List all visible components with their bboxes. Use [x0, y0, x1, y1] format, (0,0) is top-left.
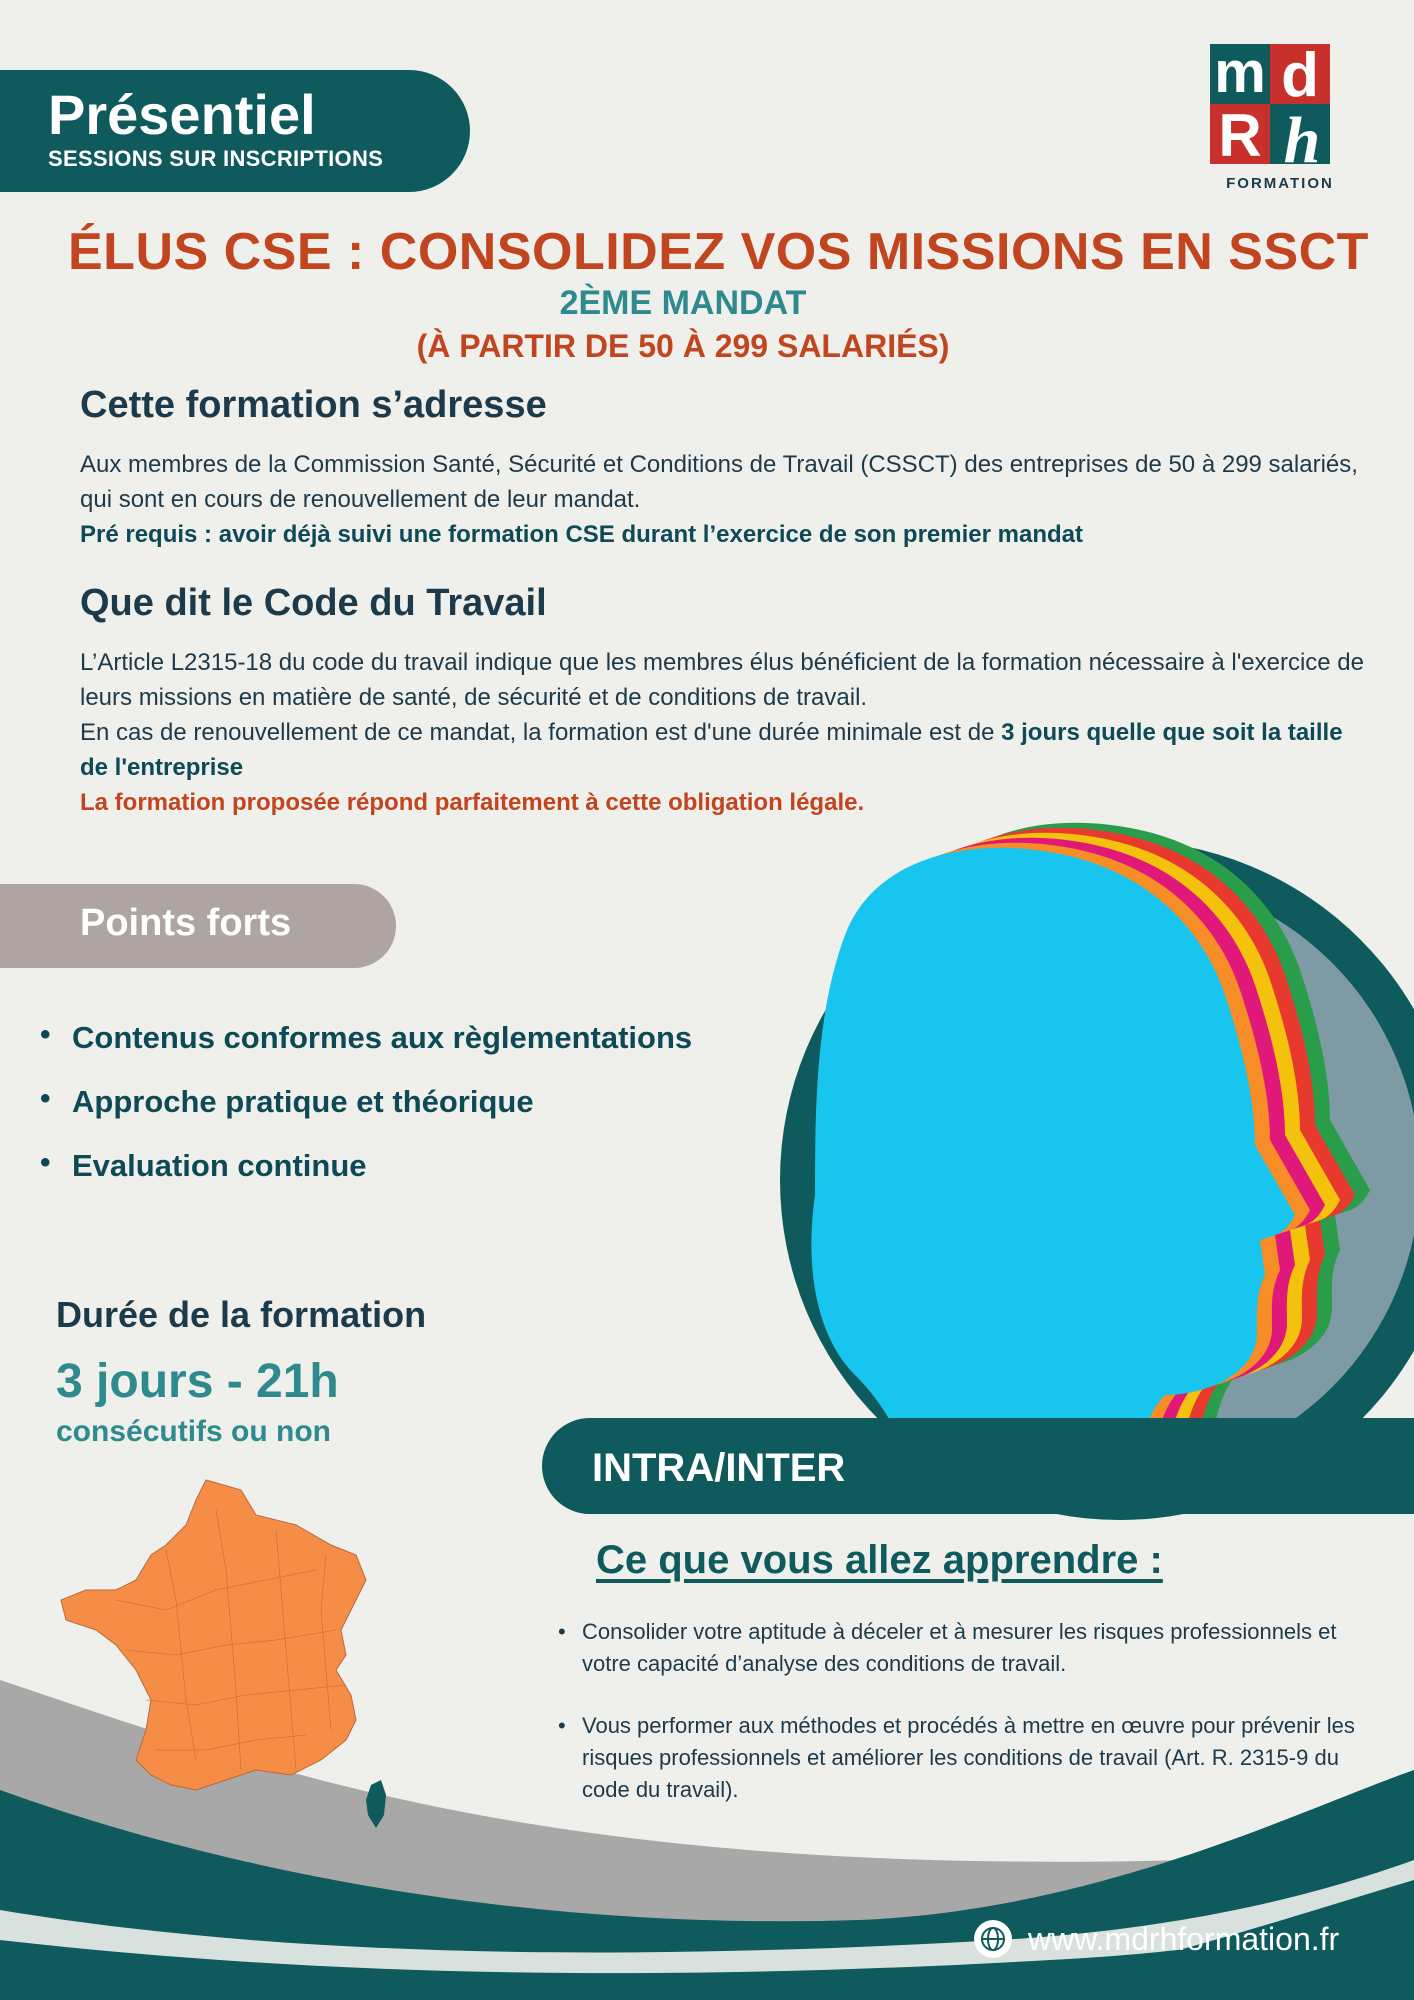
learn-list: [558, 1616, 1388, 1836]
list-item: • Contenus conformes aux règlementations: [40, 1020, 692, 1056]
svg-text:d: d: [1281, 41, 1319, 110]
prerequisite-text: Pré requis : avoir déjà suivi une formation CSE durant l’exercice de son premier mandat: [80, 521, 1083, 548]
mandat-subtitle: 2ÈME MANDAT: [559, 284, 807, 322]
audience-section: [80, 384, 1370, 552]
website-link[interactable]: [974, 1920, 1339, 1958]
duree-heading: Durée de la formation: [56, 1294, 427, 1335]
points-forts-list: [40, 1020, 692, 1212]
logo-caption: FORMATION: [1226, 175, 1334, 192]
globe-icon: [974, 1920, 1012, 1958]
audience-text: Aux membres de la Commission Santé, Sécurité et Conditions de Travail (CSSCT) des entreprises de 50 à 299 salariés, qui sont en cours de renouvellement de leur mandat.: [80, 451, 1358, 513]
list-item: • Consolider votre aptitude à déceler et à mesurer les risques professionnels et votre capacité d’analyse des conditions de travail.: [558, 1616, 1388, 1680]
list-item: • Vous performer aux méthodes et procédés à mettre en œuvre pour prévenir les risques professionnels et améliorer les conditions de travail (Art. R. 2315-9 du code du travail).: [558, 1710, 1388, 1806]
code-heading: Que dit le Code du Travail: [80, 582, 547, 624]
salaries-subtitle: (À PARTIR DE 50 À 299 SALARIÉS): [416, 328, 950, 364]
badge-subtitle: SESSIONS SUR INSCRIPTIONS: [48, 146, 384, 171]
points-forts-label: Points forts: [80, 902, 292, 944]
points-forts-pill: [0, 884, 396, 968]
page-title: ÉLUS CSE : CONSOLIDEZ VOS MISSIONS EN SSCT: [68, 223, 1369, 281]
code-section: [80, 582, 1370, 820]
obligation-text: La formation proposée répond parfaitement à cette obligation légale.: [80, 789, 865, 816]
france-map: [56, 1470, 406, 1830]
duree-sub: consécutifs ou non: [56, 1415, 332, 1448]
svg-text:h: h: [1283, 104, 1321, 177]
code-text-2-start: En cas de renouvellement de ce mandat, la formation est d'une durée minimale est de: [80, 719, 1002, 746]
code-text-2-bold: 3 jours quelle que soit la taille de l'entreprise: [80, 719, 1343, 781]
mdrh-logo: [1200, 34, 1350, 194]
audience-heading: Cette formation s’adresse: [80, 384, 547, 426]
code-text-2: [80, 715, 1370, 785]
duree-block: [56, 1294, 426, 1449]
presentiel-badge: [0, 70, 470, 192]
badge-title: Présentiel: [48, 83, 316, 146]
learn-heading: Ce que vous allez apprendre :: [596, 1538, 1163, 1582]
svg-text:R: R: [1218, 102, 1262, 169]
list-item: • Evaluation continue: [40, 1148, 692, 1184]
list-item: • Approche pratique et théorique: [40, 1084, 692, 1120]
code-text-1: L’Article L2315-18 du code du travail indique que les membres élus bénéficient de la formation nécessaire à l'exercice de leurs missions en matière de santé, de sécurité et de conditions de travail.: [80, 649, 1364, 711]
website-url[interactable]: www.mdrhformation.fr: [1028, 1920, 1340, 1957]
duree-value: 3 jours - 21h: [56, 1355, 339, 1408]
intra-inter-banner: [542, 1418, 1414, 1514]
svg-text:m: m: [1214, 40, 1266, 105]
intra-inter-label: INTRA/INTER: [592, 1446, 846, 1490]
